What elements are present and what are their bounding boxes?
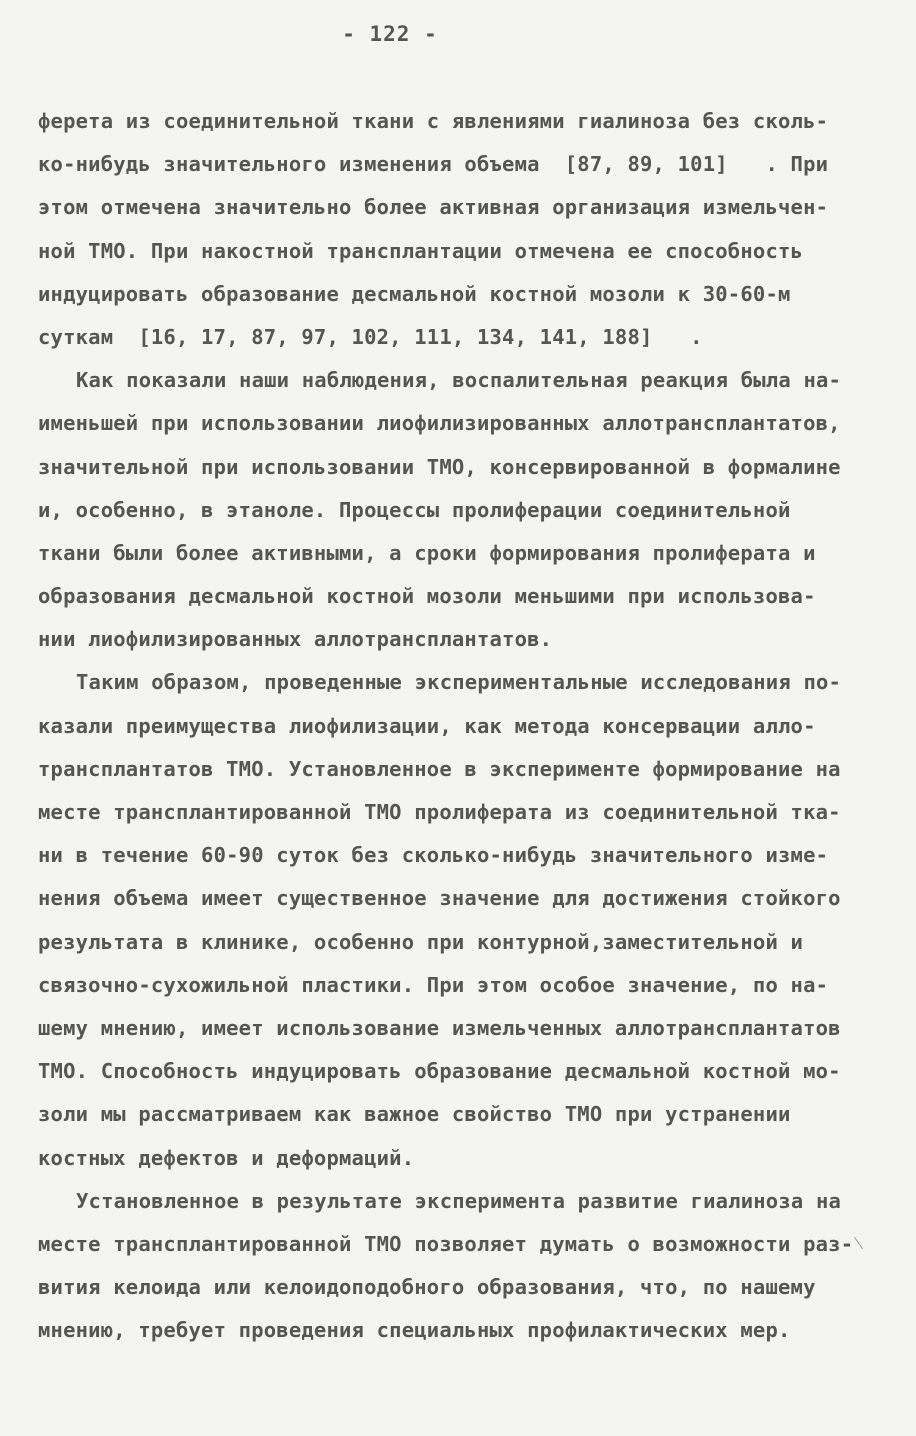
text-line: месте трансплантированной ТМО позволяет думать о возможности раз-	[38, 1231, 854, 1256]
text-line: именьшей при использовании лиофилизированных аллотрансплантатов,	[38, 411, 841, 436]
text-line: месте трансплантированной ТМО пролиферата из соединительной тка-	[38, 800, 841, 824]
text-line: вития келоида или келоидоподобного образования, что, по нашему	[38, 1275, 816, 1300]
text-line: казали преимущества лиофилизации, как метода консервации алло-	[38, 713, 816, 738]
text-line: образования десмальной костной мозоли меньшими при использова-	[38, 584, 816, 609]
text-line: связочно-сухожильной пластики. При этом особое значение, по на-	[38, 972, 829, 997]
text-line: индуцировать образование десмальной костной мозоли к 30-60-м	[38, 281, 791, 306]
text-line: золи мы рассматриваем как важное свойство ТМО при устранении	[38, 1102, 791, 1127]
page-number: - 122 -	[342, 22, 438, 46]
text-line: и, особенно, в этаноле. Процессы пролиферации соединительной	[38, 497, 791, 522]
paragraph-start-line: Таким образом, проведенные экспериментальные исследования по-	[76, 670, 842, 695]
text-line: этом отмечена значительно более активная организация измельчен-	[38, 195, 829, 220]
text-line: мнению, требует проведения специальных профилактических мер.	[38, 1318, 791, 1343]
paragraph-start-line: Как показали наши наблюдения, воспалительная реакция была на-	[76, 368, 842, 393]
text-line: шему мнению, имеет использование измельченных аллотрансплантатов	[38, 1015, 841, 1040]
text-line: костных дефектов и деформаций.	[38, 1145, 415, 1170]
text-line: ни в течение 60-90 суток без сколько-нибудь значительного изме-	[38, 843, 829, 868]
text-line: трансплантатов ТМО. Установленное в эксперименте формирование на	[38, 756, 841, 781]
text-line: нения объема имеет существенное значение для достижения стойкого	[38, 886, 841, 911]
text-line: результата в клинике, особенно при контурной,заместительной и	[38, 929, 804, 954]
text-line: значительной при использовании ТМО, консервированной в формалине	[38, 454, 841, 479]
text-line: ко-нибудь значительного изменения объема [87, 89, 101] . При	[38, 152, 829, 177]
text-line: ной ТМО. При накостной трансплантации отмечена ее способность	[38, 238, 804, 263]
paragraph-start-line: Установленное в результате эксперимента развитие гиалиноза на	[76, 1188, 842, 1213]
text-line: нии лиофилизированных аллотрансплантатов.	[38, 627, 553, 652]
text-line: суткам [16, 17, 87, 97, 102, 111, 134, 141, 188] .	[38, 324, 703, 349]
text-line: ТМО. Способность индуцировать образование десмальной костной мо-	[38, 1059, 841, 1084]
body-text	[38, 100, 868, 1352]
text-line: ферета из соединительной ткани с явлениями гиалиноза без сколь-	[38, 109, 829, 133]
text-line: ткани были более активными, а сроки формирования пролиферата и	[38, 540, 816, 565]
